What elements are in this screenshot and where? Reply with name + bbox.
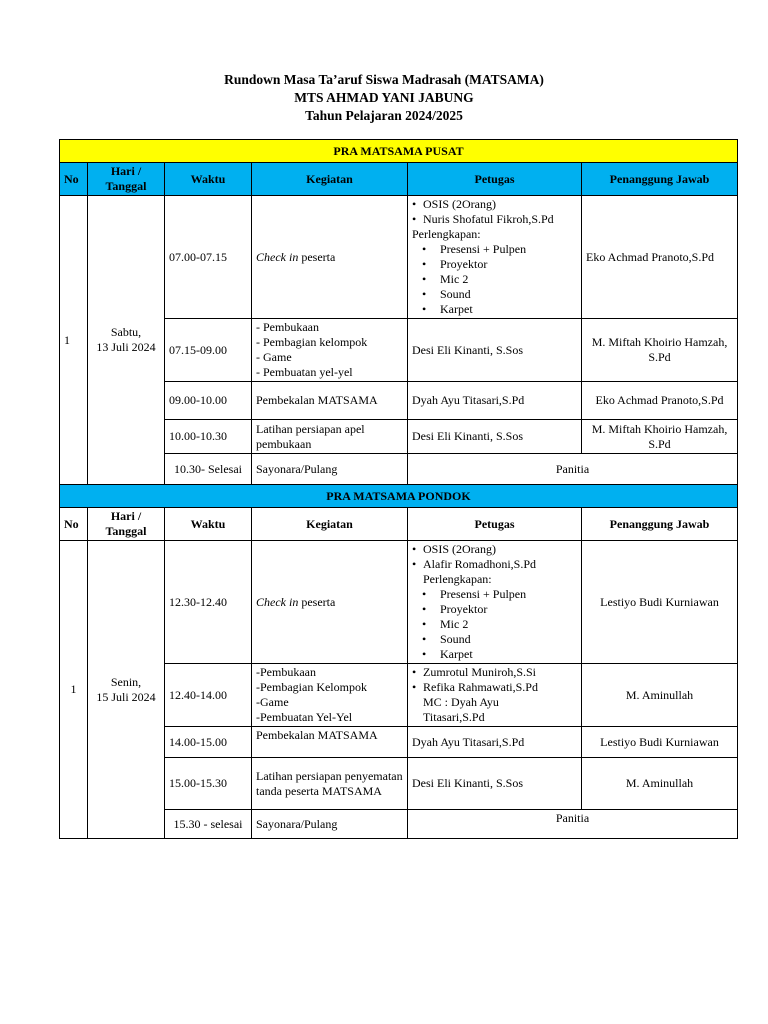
school-name: MTS AHMAD YANI JABUNG [294, 90, 474, 105]
kegiatan-text: peserta [298, 249, 336, 264]
kegiatan-line: - Pembuatan yel-yel [256, 365, 353, 379]
list-item: • Proyektor [422, 602, 577, 617]
mc-label: MC : Dyah Ayu Titasari,S.Pd [423, 695, 499, 724]
row-number: 1 [60, 196, 88, 485]
kegiatan-cell [252, 319, 408, 382]
waktu-cell: 15.30 - selesai [165, 810, 252, 839]
kegiatan-cell: Latihan persiapan apel pembukaan [252, 420, 408, 454]
col-header-no: No [60, 163, 88, 196]
list-item: • Zumrotul Muniroh,S.Si [412, 665, 577, 680]
kegiatan-line: -Game [256, 695, 289, 709]
kegiatan-cell [252, 664, 408, 727]
list-item: • OSIS (2Orang) [412, 197, 577, 212]
waktu-cell: 09.00-10.00 [165, 382, 252, 420]
waktu-cell: 12.30-12.40 [165, 541, 252, 664]
day-date-cell [88, 196, 165, 485]
pj-cell: Eko Achmad Pranoto,S.Pd [582, 382, 738, 420]
list-item: • Mic 2 [422, 272, 577, 287]
list-item: • Karpet [422, 302, 577, 317]
checkin-italic: Check in [256, 249, 299, 264]
kegiatan-cell: Sayonara/Pulang [252, 810, 408, 839]
list-item: • OSIS (2Orang) [412, 542, 577, 557]
list-item: • Mic 2 [422, 617, 577, 632]
pj-cell: Lestiyo Budi Kurniawan [582, 541, 738, 664]
merged-cell-panitia: Panitia [408, 454, 738, 485]
list-item: • Refika Rahmawati,S.Pd [412, 680, 577, 695]
petugas-cell: Dyah Ayu Titasari,S.Pd [408, 382, 582, 420]
kegiatan-cell: Latihan persiapan penyematan tanda peserta MATSAMA [252, 758, 408, 810]
pj-cell: M. Miftah Khoirio Hamzah, S.Pd [582, 420, 738, 454]
perlengkapan-label: Perlengkapan: [412, 227, 481, 241]
col-header-kegiatan: Kegiatan [252, 508, 408, 541]
waktu-cell: 07.15-09.00 [165, 319, 252, 382]
document-header [0, 71, 768, 125]
col-header-hari: Hari / Tanggal [88, 163, 165, 196]
pj-cell: Eko Achmad Pranoto,S.Pd [582, 196, 738, 319]
pj-cell: M. Miftah Khoirio Hamzah, S.Pd [582, 319, 738, 382]
list-item: • Sound [422, 632, 577, 647]
col-header-pj: Penanggung Jawab [582, 163, 738, 196]
section-title-pondok: PRA MATSAMA PONDOK [60, 485, 738, 508]
table-row [60, 196, 738, 319]
date-label: 13 Juli 2024 [96, 340, 156, 354]
list-item: • Sound [422, 287, 577, 302]
kegiatan-cell: Sayonara/Pulang [252, 454, 408, 485]
kegiatan-line: - Pembagian kelompok [256, 335, 368, 349]
petugas-cell: Desi Eli Kinanti, S.Sos [408, 420, 582, 454]
list-item: • Karpet [422, 647, 577, 662]
col-header-petugas: Petugas [408, 163, 582, 196]
col-header-pj: Penanggung Jawab [582, 508, 738, 541]
petugas-cell [408, 541, 582, 664]
kegiatan-line: -Pembagian Kelompok [256, 680, 367, 694]
day-label: Sabtu, [110, 325, 142, 339]
list-item: • Presensi + Pulpen [422, 587, 577, 602]
col-header-no: No [60, 508, 88, 541]
petugas-cell: Dyah Ayu Titasari,S.Pd [408, 727, 582, 758]
list-item: • Presensi + Pulpen [422, 242, 577, 257]
kegiatan-cell: Pembekalan MATSAMA [252, 382, 408, 420]
col-header-petugas: Petugas [408, 508, 582, 541]
list-item: • Alafir Romadhoni,S.Pd [412, 557, 577, 572]
kegiatan-line: -Pembukaan [256, 665, 316, 679]
kegiatan-cell [252, 541, 408, 664]
kegiatan-line: -Pembuatan Yel-Yel [256, 710, 353, 724]
list-item: • Nuris Shofatul Fikroh,S.Pd [412, 212, 577, 227]
list-item: • Proyektor [422, 257, 577, 272]
document-title: Rundown Masa Ta’aruf Siswa Madrasah (MATSAMA) [224, 72, 544, 87]
waktu-cell: 10.30- Selesai [165, 454, 252, 485]
day-date-cell [88, 541, 165, 839]
col-header-kegiatan: Kegiatan [252, 163, 408, 196]
merged-cell-panitia: Panitia [408, 810, 738, 839]
checkin-italic: Check in [256, 594, 299, 609]
petugas-cell [408, 664, 582, 727]
petugas-cell [408, 196, 582, 319]
kegiatan-line: - Game [256, 350, 292, 364]
perlengkapan-label: Perlengkapan: [423, 572, 492, 586]
col-header-hari: Hari / Tanggal [88, 508, 165, 541]
table-row [60, 541, 738, 664]
col-header-waktu: Waktu [165, 163, 252, 196]
col-header-waktu: Waktu [165, 508, 252, 541]
rundown-table [59, 139, 738, 839]
petugas-cell: Desi Eli Kinanti, S.Sos [408, 319, 582, 382]
kegiatan-line: - Pembukaan [256, 320, 319, 334]
table-header-row [60, 508, 738, 541]
academic-year: Tahun Pelajaran 2024/2025 [305, 108, 463, 123]
table-header-row [60, 163, 738, 196]
waktu-cell: 12.40-14.00 [165, 664, 252, 727]
row-number: 1 [60, 541, 88, 839]
pj-cell: Lestiyo Budi Kurniawan [582, 727, 738, 758]
kegiatan-text: peserta [298, 594, 336, 609]
waktu-cell: 15.00-15.30 [165, 758, 252, 810]
waktu-cell: 07.00-07.15 [165, 196, 252, 319]
date-label: 15 Juli 2024 [96, 689, 156, 704]
waktu-cell: 10.00-10.30 [165, 420, 252, 454]
kegiatan-cell [252, 196, 408, 319]
section-title-pusat: PRA MATSAMA PUSAT [60, 140, 738, 163]
pj-cell: M. Aminullah [582, 758, 738, 810]
petugas-cell: Desi Eli Kinanti, S.Sos [408, 758, 582, 810]
waktu-cell: 14.00-15.00 [165, 727, 252, 758]
pj-cell: M. Aminullah [582, 664, 738, 727]
kegiatan-cell: Pembekalan MATSAMA [252, 727, 408, 758]
day-label: Senin, [110, 674, 142, 689]
